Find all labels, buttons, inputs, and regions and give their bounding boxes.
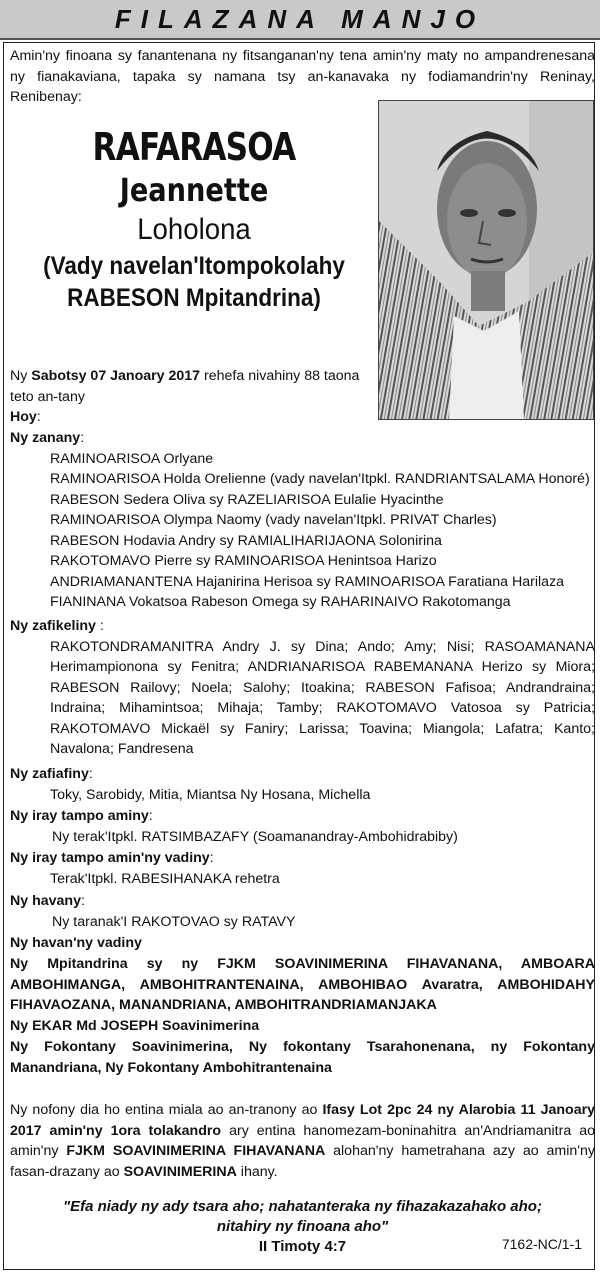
death-date: Sabotsy 07 Janoary 2017	[31, 368, 201, 384]
hoy-label: Hoy:	[10, 409, 41, 425]
great-grandchildren-section: Ny zafiafiny: Toky, Sarobidy, Mitia, Miantsa Ny Hosana, Michella	[10, 764, 595, 805]
quote-line-1: "Efa niady ny ady tsara aho; nahatanteraka ny fihazakazahako aho;	[63, 1198, 542, 1215]
relatives-section: Ny havany: Ny taranak'I RAKOTOVAO sy RATAVY	[10, 891, 595, 932]
intro-text: Amin'ny finoana sy fanantenana ny fitsanganan'ny tena amin'ny maty no ampandrenesana ny fianakaviana, tapaka sy namana tsy an-kanavaka ny fodiamandrin'ny Reninay, Renibenay:	[10, 48, 595, 105]
child-item: RAMINOARISOA Holda Orelienne (vady navelan'Itpkl. RANDRIANTSALAMA Honoré)	[50, 471, 590, 487]
spouse-sibling-text: Terak'Itpkl. RABESIHANAKA rehetra	[50, 870, 280, 887]
spouse-sibling-label: Ny iray tampo amin'ny vadiny	[10, 850, 210, 866]
children-label: Ny zanany	[10, 430, 81, 446]
deceased-name-block	[10, 124, 378, 314]
spouse-sibling-section: Ny iray tampo amin'ny vadiny: Terak'Itpkl. RABESIHANAKA rehetra	[10, 848, 595, 889]
child-item: RABESON Sedera Oliva sy RAZELIARISOA Eulalie Hyacinthe	[50, 491, 444, 508]
great-grandchildren-label: Ny zafiafiny	[10, 766, 89, 782]
spouse-line-2: RABESON Mpitandrina)	[67, 284, 321, 312]
ekar-text: Ny EKAR Md JOSEPH Soavinimerina	[10, 1018, 260, 1034]
church-text: Ny Mpitandrina sy ny FJKM SOAVINIMERINA FIHAVANANA, AMBOARA AMBOHIMANGA, AMBOHITRANTENAINA, AMBOHIBAO Avaratra, AMBOHIDAHY FIHAVAOZANA, MANANDRIANA, AMBOHITRANDRIAMANJAKA	[10, 956, 595, 1013]
header-banner	[0, 0, 600, 40]
spouse-relatives: Ny havan'ny vadiny	[10, 935, 142, 951]
child-item: RAKOTOMAVO Pierre sy RAMINOARISOA Henintsoa Harizo	[50, 553, 437, 569]
fokontany-text: Ny Fokontany Soavinimerina, Ny fokontany Tsarahonenana, ny Fokontany Manandriana, Ny Fokontany Ambohitrantenaina	[10, 1039, 595, 1076]
portrait-image	[379, 101, 594, 420]
children-section: Ny zanany: RAMINOARISOA Orlyane RAMINOARISOA Holda Orelienne (vady navelan'Itpkl. RANDRIANTSALAMA Honoré) RABESON Sedera Oliva sy RAZELIARISOA Eulalie Hyacinthe RAMINOARISOA Olympa Naomy (vady navelan'Itpkl. PRIVAT Charles) RABESON Hodavia Andry sy RAMIALIHARIJAONA Solonirina RAKOTOMAVO Pierre sy RAMINOARISOA Henintsoa Harizo ANDRIAMANANTENA Hajanirina Herisoa sy RAMINOARISOA Faratiana Harilaza FIANINANA Vokatsoa Rabeson Omega sy RAHARINAIVO Rakotomanga	[10, 428, 595, 613]
deceased-title: Loholona	[137, 213, 251, 246]
grandchildren-list: RAKOTONDRAMANITRA Andry J. sy Dina; Ando; Amy; Nisi; RASOAMANANA Herimampionona sy Fenitra; ANDRIANARISOA RABEMANANA Herizo sy Miora; RABESON Railovy; Noela; Salohy; Itoakina; RABESON Fafisoa; Andrandraina; Indraina; Mihamintsoa; Mihaja; Tamby; RAKOTOMAVO Vatosoa sy Patricia; RAKOTOMAVO Mickaël sy Faniry; Larissa; Toavina; Miangola; Lafatra; Kanto; Navalona; Fandresena	[50, 638, 595, 757]
burial-paragraph: Ny nofony dia ho entina miala ao an-tranony ao Ifasy Lot 2pc 24 ny Alarobia 11 Janoary 2017 amin'ny 1ora tolakandro ary entina hanomezam-boninahitra an'Andriamanitra ao amin'ny FJKM SOAVINIMERINA FIHAVANANA alohan'ny hametrahana azy ao amin'ny fasan-drazany ao SOAVINIMERINA ihany.	[10, 1102, 595, 1180]
child-item: ANDRIAMANANTENA Hajanirina Herisoa sy RAMINOARISOA Faratiana Harilaza	[50, 573, 565, 590]
child-item: FIANINANA Vokatsoa Rabeson Omega sy RAHARINAIVO Rakotomanga	[50, 594, 511, 610]
deceased-surname: RAFARASOA	[92, 125, 296, 169]
quote-reference: II Timoty 4:7	[258, 1238, 347, 1255]
grandchildren-section: Ny zafikeliny : RAKOTONDRAMANITRA Andry J. sy Dina; Ando; Amy; Nisi; RASOAMANANA Herimampionona sy Fenitra; ANDRIANARISOA RABEMANANA Herizo sy Miora; RABESON Railovy; Noela; Salohy; Itoakina; RABESON Fafisoa; Andrandraina; Indraina; Mihamintsoa; Mihaja; Tamby; RAKOTOMAVO Vatosoa sy Patricia; RAKOTOMAVO Mickaël sy Faniry; Larissa; Toavina; Miangola; Lafatra; Kanto; Navalona; Fandresena	[10, 616, 595, 760]
death-statement	[10, 366, 378, 407]
relatives-text: Ny taranak'I RAKOTOVAO sy RATAVY	[52, 913, 296, 930]
child-item: RAMINOARISOA Olympa Naomy (vady navelan'Itpkl. PRIVAT Charles)	[50, 512, 497, 528]
death-suffix: rehefa nivahiny 88 taona teto an-tany	[10, 368, 360, 405]
child-item: RAMINOARISOA Orlyane	[50, 450, 214, 467]
deceased-firstname: Jeannette	[119, 171, 269, 209]
sibling-section: Ny iray tampo aminy: Ny terak'Itpkl. RATSIMBAZAFY (Soamanandray-Ambohidrabiby)	[10, 806, 595, 847]
portrait-photo	[378, 100, 594, 420]
quote-line-2: nitahiry ny finoana aho"	[216, 1218, 389, 1235]
banner-title: FILAZANA MANJO	[114, 3, 486, 34]
relatives-label: Ny havany	[10, 893, 81, 909]
spouse-line-1: (Vady navelan'Itompokolahy	[43, 252, 345, 280]
death-prefix: Ny	[10, 368, 28, 384]
sibling-label: Ny iray tampo aminy	[10, 808, 149, 824]
sibling-text: Ny terak'Itpkl. RATSIMBAZAFY (Soamanandray-Ambohidrabiby)	[52, 828, 458, 845]
grandchildren-label: Ny zafikeliny	[10, 618, 96, 634]
reference-code: 7162-NC/1-1	[501, 1236, 582, 1252]
great-grandchildren-list: Toky, Sarobidy, Mitia, Miantsa Ny Hosana, Michella	[50, 786, 371, 803]
child-item: RABESON Hodavia Andry sy RAMIALIHARIJAONA Solonirina	[50, 532, 442, 549]
